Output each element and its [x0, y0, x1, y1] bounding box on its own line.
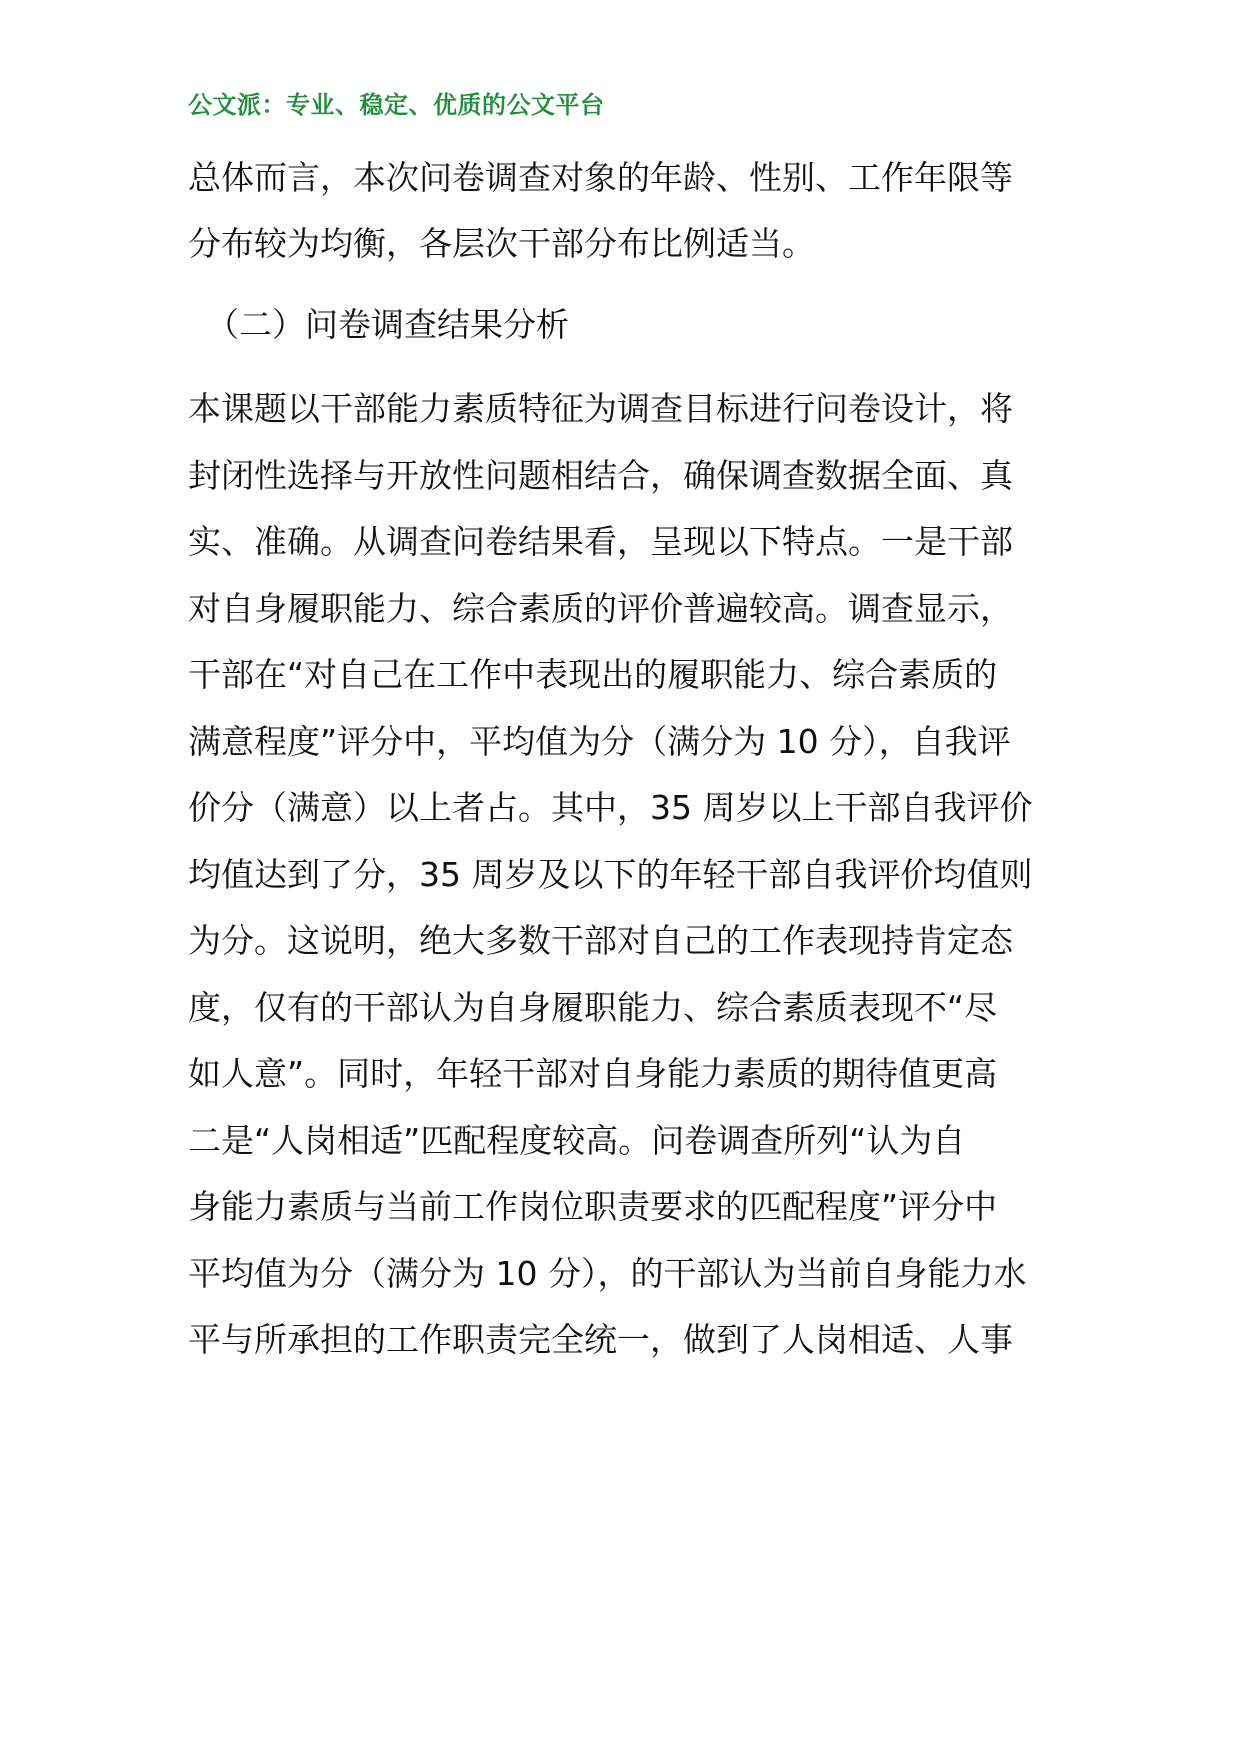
body-line-10: 价分（满意）以上者占。其中，35 周岁以上干部自我评价: [188, 788, 1033, 827]
body-line-13: 度，仅有的干部认为自身履职能力、综合素质表现不“尽: [188, 988, 998, 1027]
body-line-12: 为分。这说明，绝大多数干部对自己的工作表现持肯定态: [188, 921, 1013, 960]
body-line-17: 平均值为分（满分为 10 分），的干部认为当前自身能力水: [188, 1254, 1027, 1293]
body-line-16: 身能力素质与当前工作岗位职责要求的匹配程度”评分中: [188, 1187, 998, 1226]
body-line-8: 干部在“对自己在工作中表现出的履职能力、综合素质的: [188, 655, 998, 694]
body-line-18: 平与所承担的工作职责完全统一，做到了人岗相适、人事: [188, 1320, 1013, 1359]
body-line-2: 分布较为均衡，各层次干部分布比例适当。: [188, 224, 815, 263]
body-line-14: 如人意”。同时，年轻干部对自身能力素质的期待值更高: [188, 1054, 998, 1093]
body-line-4: 本课题以干部能力素质特征为调查目标进行问卷设计，将: [188, 389, 1013, 428]
body-line-6: 实、准确。从调查问卷结果看，呈现以下特点。一是干部: [188, 522, 1013, 561]
body-line-5: 封闭性选择与开放性问题相结合，确保调查数据全面、真: [188, 456, 1013, 495]
header-title: 公文派：专业、稳定、优质的公文平台: [188, 91, 605, 119]
body-line-9: 满意程度”评分中，平均值为分（满分为 10 分），自我评: [188, 722, 1011, 761]
body-line-15: 二是“人岗相适”匹配程度较高。问卷调查所列“认为自: [188, 1121, 966, 1160]
body-line-1: 总体而言，本次问卷调查对象的年龄、性别、工作年限等: [188, 158, 1013, 197]
body-line-7: 对自身履职能力、综合素质的评价普遍较高。调查显示，: [188, 589, 1013, 628]
body-line-11: 均值达到了分，35 周岁及以下的年轻干部自我评价均值则: [188, 855, 1033, 894]
section-heading: （二）问卷调查结果分析: [206, 305, 569, 344]
